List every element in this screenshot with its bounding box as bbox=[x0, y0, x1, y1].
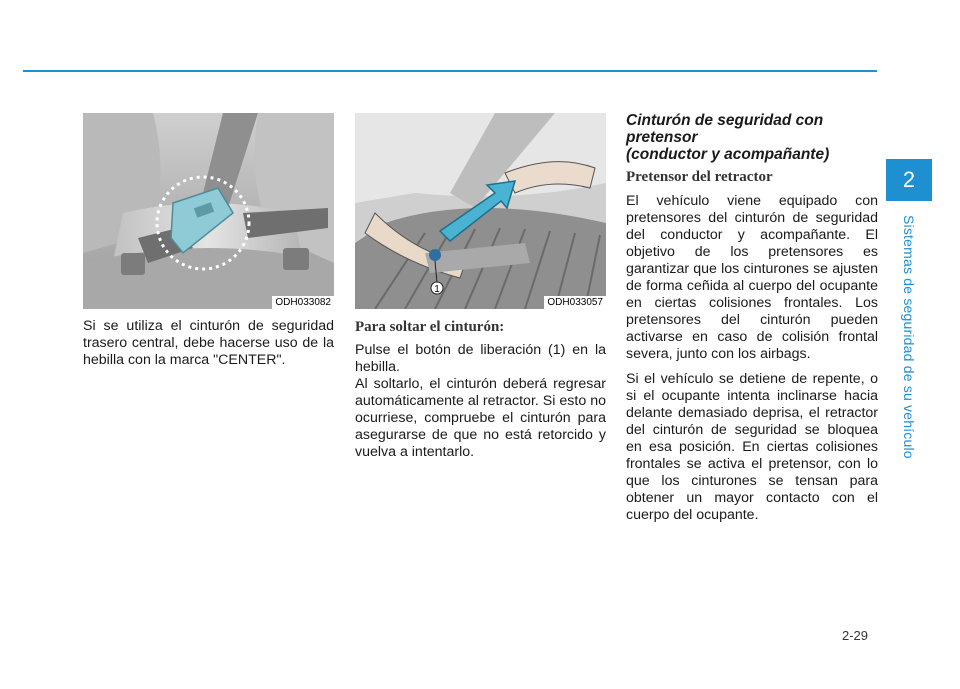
subheading-retractor-pretensioner: Pretensor del retractor bbox=[626, 169, 773, 185]
rear-center-buckle-illustration bbox=[83, 113, 334, 309]
left-column bbox=[83, 113, 334, 369]
paragraph-release-2: Al soltarlo, el cinturón deberá regresar automáticamente al retractor. Si esto no ocurriese, compruebe el cinturón para asegurarse de que no está retorcido y vuelva a intentarlo. bbox=[355, 376, 606, 460]
heading-release-belt: Para soltar el cinturón: bbox=[355, 319, 505, 335]
page-number: 2-29 bbox=[842, 628, 869, 643]
section-heading-line3: (conductor y acompañante) bbox=[626, 146, 830, 163]
paragraph-pretensioner-2: Si el vehículo se detiene de repente, o si el ocupante intenta inclinarse hacia delante demasiado deprisa, el retractor del cinturón de seguridad se bloquea en esa posición. En ciertas colisiones frontales se activa el pretensor, con lo que los cinturones se tensan para obtener un mayor contacto con el cuerpo del ocupante. bbox=[626, 371, 878, 523]
chapter-number: 2 bbox=[902, 167, 916, 192]
paragraph-pretensioner-1: El vehículo viene equipado con pretensores del cinturón de seguridad del conductor y acompañante. El objetivo de los pretensores es garantizar que los cinturones se ajusten de forma ceñida al cuerpo del ocupante en ciertas colisiones frontales. Los pretensores del cinturón pueden activarse en caso de colisión frontal severa, junto con los airbags. bbox=[626, 193, 878, 362]
section-heading-line1: Cinturón de seguridad con bbox=[626, 112, 824, 129]
callout-1: 1 bbox=[434, 284, 440, 295]
chapter-tab[interactable] bbox=[886, 159, 932, 201]
section-heading-line2: pretensor bbox=[626, 129, 698, 146]
section-heading bbox=[626, 112, 878, 163]
figure-code: ODH033057 bbox=[544, 296, 606, 309]
figure-code: ODH033082 bbox=[272, 296, 334, 309]
chapter-title: Sistemas de seguridad de su vehículo bbox=[901, 215, 917, 459]
figure-buckle-release bbox=[355, 113, 606, 309]
header-rule bbox=[23, 70, 877, 72]
paragraph-center-buckle: Si se utiliza el cinturón de seguridad trasero central, debe hacerse uso de la hebilla con la marca "CENTER". bbox=[83, 318, 334, 368]
paragraph-release-1: Pulse el botón de liberación (1) en la hebilla. bbox=[355, 342, 606, 375]
buckle-release-illustration bbox=[355, 113, 606, 309]
middle-column bbox=[355, 113, 606, 461]
figure-rear-center-buckle bbox=[83, 113, 334, 309]
right-column bbox=[626, 112, 878, 524]
